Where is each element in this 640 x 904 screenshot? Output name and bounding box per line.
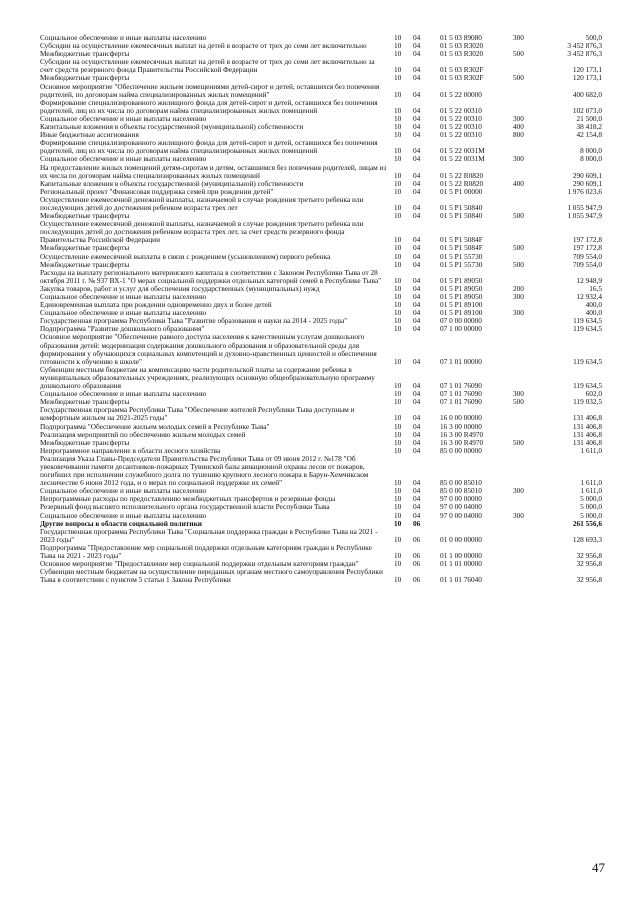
row-section: 10 bbox=[394, 559, 402, 569]
row-subsection: 04 bbox=[413, 235, 421, 245]
budget-table-page bbox=[40, 34, 600, 584]
row-target-code: 07 1 01 76090 bbox=[440, 381, 482, 391]
row-section: 10 bbox=[394, 130, 402, 140]
row-target-code: 01 5 22 00310 bbox=[440, 113, 482, 123]
row-name: Межбюджетные трансферты bbox=[40, 259, 130, 269]
row-expense-type: 300 bbox=[513, 154, 524, 164]
table-row bbox=[40, 333, 603, 365]
row-target-code: 01 5 P1 89050 bbox=[440, 275, 483, 285]
row-name: Формирование специализированного жилищного фонда для детей-сирот и детей, оставшихся без попечения родителей, лиц из их числа по договорам найма специализированных жилых помещений bbox=[40, 97, 378, 115]
row-section: 10 bbox=[394, 356, 402, 366]
row-section: 10 bbox=[394, 510, 402, 520]
row-amount: 5 000,0 bbox=[580, 494, 602, 504]
row-expense-type: 300 bbox=[513, 510, 524, 520]
row-section: 10 bbox=[394, 33, 402, 42]
row-section: 10 bbox=[394, 518, 402, 528]
row-name: Межбюджетные трансферты bbox=[40, 49, 130, 59]
row-expense-type: 300 bbox=[513, 308, 524, 318]
row-amount: 261 556,6 bbox=[572, 518, 602, 528]
row-expense-type: 200 bbox=[513, 283, 524, 293]
row-amount: 120 173,1 bbox=[572, 65, 602, 75]
row-amount: 709 554,0 bbox=[572, 259, 602, 269]
row-name: Единовременная выплата при рождении одновременно двух и более детей bbox=[40, 300, 272, 310]
row-expense-type: 300 bbox=[513, 292, 524, 301]
row-name: Непрограммные расходы по предоставлению межбюджетных трансфертов и резервные фонды bbox=[40, 494, 336, 504]
table-row bbox=[40, 406, 603, 422]
row-expense-type bbox=[509, 83, 544, 99]
row-amount: 3 452 876,3 bbox=[567, 41, 602, 51]
row-amount: 709 554,0 bbox=[572, 251, 602, 261]
row-amount: 131 406,8 bbox=[572, 429, 602, 439]
row-section: 10 bbox=[394, 437, 402, 447]
row-name: Основное мероприятие "Обеспечение жильем помещениями детей-сирот и детей, оставшихся без попечения родителей, по договорам найма специализированных жилых помещений" bbox=[40, 81, 380, 99]
row-expense-type bbox=[509, 325, 544, 333]
row-section: 10 bbox=[394, 251, 402, 261]
row-subsection: 04 bbox=[413, 478, 421, 488]
row-amount: 21 500,0 bbox=[576, 113, 602, 123]
row-name: Реализация мероприятий по обеспечению жильем молодых семей bbox=[40, 429, 246, 439]
table-row bbox=[40, 196, 603, 212]
row-expense-type: 500 bbox=[513, 259, 524, 269]
row-name: Субсидии на осуществление ежемесячных выплат на детей в возрасте от трех до семи лет включительно bbox=[40, 41, 367, 51]
row-section: 10 bbox=[394, 89, 402, 99]
row-expense-type bbox=[509, 196, 544, 212]
row-subsection: 06 bbox=[413, 551, 421, 560]
row-amount: 119 032,5 bbox=[573, 397, 602, 407]
row-name: Подпрограмма "Предоставление мер социальной поддержки отдельным категориям граждан в Республике Тыва на 2021 - 2023 годы" bbox=[40, 542, 372, 560]
row-name: Осуществление ежемесячной денежной выплаты, назначаемой в случае рождения третьего ребенка или последующих детей до достижения ребенком возраста трех лет, за счет средств резервного фонда Правительства Российской Федерации bbox=[40, 219, 364, 245]
row-subsection: 04 bbox=[413, 429, 421, 439]
row-expense-type bbox=[509, 317, 544, 325]
row-target-code: 01 5 P1 5084F bbox=[440, 235, 483, 245]
row-name: Субвенции местным бюджетам на компенсацию части родительской платы за содержание ребенка в муниципальных образовательных учреждениях, реализующих основную общеобразовательную программу дошкольного образования bbox=[40, 364, 375, 391]
row-target-code: 07 1 01 00000 bbox=[440, 356, 482, 366]
table-row bbox=[40, 164, 603, 180]
row-expense-type: 500 bbox=[513, 397, 524, 407]
row-amount: 38 418,2 bbox=[576, 122, 602, 132]
row-amount: 12 932,4 bbox=[576, 292, 602, 301]
row-name: Социальное обеспечение и иные выплаты населению bbox=[40, 292, 207, 301]
row-name: Осуществление ежемесячной денежной выплаты, назначаемой в случае рождения третьего ребенка или последующих детей до достижения ребенком возраста трех лет bbox=[40, 194, 364, 212]
row-subsection: 04 bbox=[413, 33, 421, 42]
row-target-code: 85 0 00 00000 bbox=[440, 445, 482, 455]
row-name: Подпрограмма "Обеспечение жильем молодых семей в Республике Тыва" bbox=[40, 421, 270, 431]
row-name: Межбюджетные трансферты bbox=[40, 211, 130, 221]
row-subsection: 04 bbox=[413, 300, 421, 310]
row-amount: 400 682,0 bbox=[572, 89, 602, 99]
row-expense-type bbox=[509, 495, 544, 503]
row-subsection: 04 bbox=[413, 494, 421, 504]
row-expense-type bbox=[509, 220, 544, 244]
row-subsection: 04 bbox=[413, 324, 421, 334]
row-expense-type bbox=[509, 520, 544, 528]
row-subsection: 04 bbox=[413, 389, 421, 399]
row-section: 10 bbox=[394, 235, 402, 245]
row-expense-type: 500 bbox=[513, 49, 524, 59]
table-row bbox=[40, 544, 603, 560]
row-section: 10 bbox=[394, 275, 402, 285]
row-section: 10 bbox=[394, 105, 402, 115]
row-target-code: 85 0 00 85010 bbox=[440, 486, 482, 496]
row-subsection: 04 bbox=[413, 105, 421, 115]
row-subsection: 04 bbox=[413, 130, 421, 140]
row-amount: 400,0 bbox=[585, 300, 602, 310]
row-target-code: 01 5 P1 55730 bbox=[440, 259, 483, 269]
row-target-code: 01 5 03 R302F bbox=[440, 65, 484, 75]
row-subsection: 04 bbox=[413, 486, 421, 496]
row-target-code: 01 1 01 76040 bbox=[440, 575, 482, 585]
table-row bbox=[40, 269, 603, 285]
row-section: 10 bbox=[394, 41, 402, 51]
row-section: 10 bbox=[394, 178, 402, 188]
row-amount: 131 406,8 bbox=[572, 437, 602, 447]
row-amount: 119 634,5 bbox=[573, 324, 602, 334]
row-expense-type bbox=[509, 188, 544, 196]
row-section: 10 bbox=[394, 122, 402, 132]
row-name: Социальное обеспечение и иные выплаты населению bbox=[40, 510, 207, 520]
row-expense-type bbox=[509, 406, 544, 422]
row-section: 10 bbox=[394, 283, 402, 293]
row-section: 10 bbox=[394, 494, 402, 504]
row-amount: 290 609,1 bbox=[572, 170, 602, 180]
row-expense-type bbox=[509, 528, 544, 544]
row-subsection: 04 bbox=[413, 413, 421, 423]
row-subsection: 04 bbox=[413, 89, 421, 99]
row-section: 10 bbox=[394, 308, 402, 318]
row-subsection: 04 bbox=[413, 202, 421, 212]
row-subsection: 04 bbox=[413, 259, 421, 269]
page-number: 47 bbox=[592, 860, 605, 875]
row-target-code: 01 5 22 0031M bbox=[440, 146, 485, 156]
row-subsection: 04 bbox=[413, 283, 421, 293]
table-row bbox=[40, 220, 603, 244]
row-target-code: 01 5 03 R3020 bbox=[440, 41, 484, 51]
row-expense-type bbox=[509, 544, 544, 560]
row-amount: 1 611,0 bbox=[580, 445, 602, 455]
row-expense-type bbox=[509, 58, 544, 74]
row-name: Основное мероприятие "Обеспечение равного доступа населения к качественным услугам дошкольного образования детей: модернизация содержания дошкольного образования и образовательной среды для формирования у обучающихся социальных компетенций и духовно-нравственных ценностей и обеспечения готовности к обучению в школе" bbox=[40, 332, 377, 366]
row-expense-type: 300 bbox=[513, 113, 524, 123]
row-section: 10 bbox=[394, 381, 402, 391]
row-expense-type bbox=[509, 164, 544, 180]
row-amount: 1 055 947,9 bbox=[567, 202, 602, 212]
budget-table-body bbox=[40, 34, 603, 584]
row-name: Субвенции местным бюджетам на осуществление переданных органам местного самоуправления Республики Тыва в соответствии с пунктом 5 статьи 1 Закона Республики bbox=[40, 567, 383, 585]
row-name: Капитальные вложения в объекты государственной (муниципальной) собственности bbox=[40, 122, 304, 132]
row-name: Субсидии на осуществление ежемесячных выплат на детей в возрасте от трех до семи лет включительно за счет средств резервного фонда Правительства Российской Федерации bbox=[40, 57, 375, 75]
row-subsection: 04 bbox=[413, 308, 421, 318]
row-subsection: 04 bbox=[413, 316, 421, 326]
row-target-code: 16 3 00 00000 bbox=[440, 421, 482, 431]
row-name: Расходы на выплату регионального материнского капитала в соответствии с Законом Республики Тыва от 28 октября 2011 г. № 937 ВХ-1 "О мерах социальной поддержки отдельных категорий семей в Республике Тыва" bbox=[40, 267, 382, 285]
row-amount: 500,0 bbox=[585, 33, 602, 42]
row-expense-type: 500 bbox=[513, 243, 524, 253]
row-amount: 119 634,5 bbox=[573, 381, 602, 391]
row-expense-type: 300 bbox=[513, 486, 524, 496]
row-subsection: 04 bbox=[413, 275, 421, 285]
row-expense-type bbox=[509, 269, 544, 285]
row-expense-type: 400 bbox=[513, 122, 524, 132]
row-target-code: 07 0 00 00000 bbox=[440, 316, 482, 326]
row-name: Социальное обеспечение и иные выплаты населению bbox=[40, 113, 207, 123]
row-name: Региональный проект "Финансовая поддержка семей при рождении детей" bbox=[40, 186, 274, 196]
row-section: 10 bbox=[394, 551, 402, 560]
row-section: 10 bbox=[394, 389, 402, 399]
row-name: Социальное обеспечение и иные выплаты населению bbox=[40, 389, 207, 399]
row-subsection: 04 bbox=[413, 122, 421, 132]
row-expense-type: 300 bbox=[513, 389, 524, 399]
row-amount: 12 948,9 bbox=[576, 275, 602, 285]
row-name: Закупка товаров, работ и услуг для обеспечения государственных (муниципальных) нужд bbox=[40, 283, 320, 293]
row-amount: 120 173,1 bbox=[572, 73, 602, 83]
row-section: 10 bbox=[394, 445, 402, 455]
row-expense-type bbox=[509, 560, 544, 568]
row-name: Непрограммное направление в области лесного хозяйства bbox=[40, 445, 221, 455]
row-section: 10 bbox=[394, 316, 402, 326]
row-expense-type: 400 bbox=[513, 178, 524, 188]
row-name: Межбюджетные трансферты bbox=[40, 397, 130, 407]
row-amount: 197 172,8 bbox=[572, 235, 602, 245]
row-subsection: 04 bbox=[413, 154, 421, 164]
row-target-code: 01 0 00 00000 bbox=[440, 534, 482, 544]
row-subsection: 06 bbox=[413, 575, 421, 585]
row-expense-type bbox=[509, 455, 544, 487]
row-section: 10 bbox=[394, 211, 402, 221]
row-target-code: 01 5 22 00310 bbox=[440, 105, 482, 115]
row-subsection: 06 bbox=[413, 518, 421, 528]
row-subsection: 04 bbox=[413, 381, 421, 391]
row-section: 10 bbox=[394, 486, 402, 496]
row-section: 10 bbox=[394, 292, 402, 301]
row-section: 10 bbox=[394, 534, 402, 544]
row-subsection: 04 bbox=[413, 170, 421, 180]
row-target-code: 01 5 P1 89100 bbox=[440, 300, 483, 310]
row-name: На предоставление жилых помещений детям-сиротам и детям, оставшимся без попечения родителей, лицам из их числа по договорам найма специализированных жилых помещений bbox=[40, 162, 387, 180]
row-name: Социальное обеспечение и иные выплаты населению bbox=[40, 486, 207, 496]
row-amount: 131 406,8 bbox=[572, 421, 602, 431]
row-subsection: 04 bbox=[413, 146, 421, 156]
row-subsection: 04 bbox=[413, 502, 421, 512]
row-name: Основное мероприятие "Предоставление мер социальной поддержки отдельным категориям граждан" bbox=[40, 559, 359, 569]
row-amount: 5 000,0 bbox=[580, 510, 602, 520]
table-row bbox=[40, 58, 603, 74]
row-amount: 8 000,0 bbox=[580, 154, 602, 164]
row-subsection: 04 bbox=[413, 510, 421, 520]
row-target-code: 85 0 00 85010 bbox=[440, 478, 482, 488]
row-subsection: 04 bbox=[413, 73, 421, 83]
row-section: 10 bbox=[394, 49, 402, 59]
row-name: Капитальные вложения в объекты государственной (муниципальной) собственности bbox=[40, 178, 304, 188]
row-section: 10 bbox=[394, 243, 402, 253]
row-target-code: 01 5 22 R0820 bbox=[440, 170, 484, 180]
row-target-code: 16 3 00 R4970 bbox=[440, 429, 484, 439]
row-expense-type bbox=[509, 333, 544, 365]
row-name: Формирование специализированного жилищного фонда для детей-сирот и детей, оставшихся без попечения родителей, лиц из их числа по договорам найма специализированных жилых помещений bbox=[40, 138, 378, 156]
row-section: 10 bbox=[394, 170, 402, 180]
row-subsection: 04 bbox=[413, 113, 421, 123]
row-amount: 8 000,0 bbox=[580, 146, 602, 156]
table-row bbox=[40, 83, 603, 99]
table-row bbox=[40, 99, 603, 115]
row-target-code: 01 5 P1 5084F bbox=[440, 243, 483, 253]
row-subsection: 04 bbox=[413, 243, 421, 253]
row-target-code: 01 5 03 R302F bbox=[440, 73, 484, 83]
table-row bbox=[40, 455, 603, 487]
row-amount: 3 452 876,3 bbox=[567, 49, 602, 59]
row-subsection: 04 bbox=[413, 397, 421, 407]
row-target-code: 01 5 22 00310 bbox=[440, 122, 482, 132]
row-amount: 290 609,1 bbox=[572, 178, 602, 188]
row-expense-type: 500 bbox=[513, 211, 524, 221]
row-name: Социальное обеспечение и иные выплаты населению bbox=[40, 154, 207, 164]
table-row bbox=[40, 528, 603, 544]
row-name: Другие вопросы в области социальной политики bbox=[40, 518, 202, 528]
row-amount: 131 406,8 bbox=[572, 413, 602, 423]
table-row bbox=[40, 366, 603, 390]
row-amount: 400,0 bbox=[585, 308, 602, 318]
row-expense-type bbox=[509, 99, 544, 115]
row-amount: 32 956,8 bbox=[576, 575, 602, 585]
row-target-code: 16 3 00 R4970 bbox=[440, 437, 484, 447]
row-subsection: 04 bbox=[413, 178, 421, 188]
row-target-code: 01 5 P1 89100 bbox=[440, 308, 483, 318]
row-section: 10 bbox=[394, 575, 402, 585]
row-amount: 197 172,8 bbox=[572, 243, 602, 253]
row-subsection: 04 bbox=[413, 437, 421, 447]
row-name: Осуществление ежемесячной выплаты в связи с рождением (усыновлением) первого ребенка bbox=[40, 251, 331, 261]
row-section: 10 bbox=[394, 65, 402, 75]
row-amount: 32 956,8 bbox=[576, 559, 602, 569]
row-subsection: 04 bbox=[413, 49, 421, 59]
table-row bbox=[40, 568, 603, 584]
row-section: 10 bbox=[394, 73, 402, 83]
row-target-code: 01 5 22 00310 bbox=[440, 130, 482, 140]
row-subsection: 04 bbox=[413, 41, 421, 51]
row-expense-type: 800 bbox=[513, 130, 524, 140]
row-amount: 119 634,5 bbox=[573, 356, 602, 366]
row-section: 10 bbox=[394, 413, 402, 423]
row-amount: 1 055 947,9 bbox=[567, 211, 602, 221]
row-subsection: 06 bbox=[413, 534, 421, 544]
row-target-code: 07 1 01 76090 bbox=[440, 397, 482, 407]
row-target-code: 97 0 00 04000 bbox=[440, 502, 482, 512]
row-section: 10 bbox=[394, 397, 402, 407]
row-section: 10 bbox=[394, 202, 402, 212]
row-name: Социальное обеспечение и иные выплаты населению bbox=[40, 33, 207, 42]
row-target-code: 01 5 22 R0820 bbox=[440, 178, 484, 188]
row-target-code: 01 5 03 89080 bbox=[440, 33, 482, 42]
row-section: 10 bbox=[394, 478, 402, 488]
row-subsection: 04 bbox=[413, 292, 421, 301]
row-amount: 102 073,0 bbox=[572, 105, 602, 115]
row-target-code: 01 5 22 00000 bbox=[440, 89, 482, 99]
row-section: 10 bbox=[394, 146, 402, 156]
row-target-code: 01 5 P1 50840 bbox=[440, 211, 483, 221]
row-name: Реализация Указа Главы-Председателя Правительства Республики Тыва от 09 июня 2012 г. №178 "Об увековечивании памяти десантников-пожарных Тувинской базы авиационной охраны лесов от пожаров, погибших при исполнении служебного долга по тушению крупного лесного пожара в Барун-Хемчикском лесничестве 6 июня 2012 года, и о мерах по социальной поддержке их семей" bbox=[40, 453, 369, 488]
row-subsection: 04 bbox=[413, 211, 421, 221]
row-subsection: 04 bbox=[413, 251, 421, 261]
row-expense-type: 300 bbox=[513, 33, 524, 42]
row-amount: 32 956,8 bbox=[576, 551, 602, 560]
row-section: 10 bbox=[394, 324, 402, 334]
row-target-code: 01 5 P1 50840 bbox=[440, 202, 483, 212]
row-name: Социальное обеспечение и иные выплаты населению bbox=[40, 308, 207, 318]
row-subsection: 04 bbox=[413, 421, 421, 431]
row-target-code: 01 5 P1 55730 bbox=[440, 251, 483, 261]
row-expense-type bbox=[509, 568, 544, 584]
row-expense-type bbox=[509, 366, 544, 390]
row-name: Иные бюджетные ассигнования bbox=[40, 130, 139, 140]
row-expense-type bbox=[509, 139, 544, 155]
row-target-code: 01 5 P1 89050 bbox=[440, 283, 483, 293]
row-amount: 16,5 bbox=[589, 283, 602, 293]
row-section: 10 bbox=[394, 113, 402, 123]
row-subsection: 04 bbox=[413, 186, 421, 196]
row-amount: 5 000,0 bbox=[580, 502, 602, 512]
row-target-code: 01 5 P1 00000 bbox=[440, 186, 483, 196]
row-name: Резервный фонд высшего исполнительного органа государственной власти Республики Тыва bbox=[40, 502, 330, 512]
row-name: Государственная программа Республики Тыва "Обеспечение жителей Республики Тыва доступным и комфортным жильем на 2021-2025 годы" bbox=[40, 405, 355, 423]
row-name: Государственная программа Республики Тыва "Развитие образования и науки на 2014 - 2025 годы" bbox=[40, 316, 348, 326]
row-name: Государственная программа Республики Тыва "Социальная поддержка граждан в Республике Тыва на 2021 - 2023 годы" bbox=[40, 526, 378, 544]
row-target-code: 07 1 00 00000 bbox=[440, 324, 482, 334]
budget-table bbox=[40, 34, 603, 584]
row-amount: 42 154,8 bbox=[576, 130, 602, 140]
row-section: 10 bbox=[394, 259, 402, 269]
row-target-code: 97 0 00 04000 bbox=[440, 510, 482, 520]
row-section: 10 bbox=[394, 186, 402, 196]
table-row bbox=[40, 139, 603, 155]
row-name: Межбюджетные трансферты bbox=[40, 437, 130, 447]
row-amount: 1 611,0 bbox=[580, 486, 602, 496]
row-target-code: 01 5 03 R3020 bbox=[440, 49, 484, 59]
row-section: 10 bbox=[394, 429, 402, 439]
row-target-code: 01 5 22 0031M bbox=[440, 154, 485, 164]
row-amount: 602,0 bbox=[585, 389, 602, 399]
row-name: Межбюджетные трансферты bbox=[40, 243, 130, 253]
row-expense-type bbox=[509, 447, 544, 455]
row-subsection: 04 bbox=[413, 445, 421, 455]
row-section: 10 bbox=[394, 502, 402, 512]
row-expense-type: 500 bbox=[513, 437, 524, 447]
row-amount: 119 634,5 bbox=[573, 316, 602, 326]
row-target-code: 16 0 00 00000 bbox=[440, 413, 482, 423]
row-target-code: 01 5 P1 89050 bbox=[440, 292, 483, 301]
row-target-code: 97 0 00 00000 bbox=[440, 494, 482, 504]
row-section: 10 bbox=[394, 421, 402, 431]
row-target-code: 01 1 01 00000 bbox=[440, 559, 482, 569]
row-expense-type: 500 bbox=[513, 73, 524, 83]
row-subsection: 06 bbox=[413, 559, 421, 569]
row-subsection: 04 bbox=[413, 65, 421, 75]
row-amount: 1 611,0 bbox=[580, 478, 602, 488]
row-section: 10 bbox=[394, 300, 402, 310]
row-target-code: 07 1 01 76090 bbox=[440, 389, 482, 399]
row-amount: 1 976 023,6 bbox=[567, 186, 602, 196]
row-name: Межбюджетные трансферты bbox=[40, 73, 130, 83]
row-amount: 128 693,3 bbox=[572, 534, 602, 544]
row-section: 10 bbox=[394, 154, 402, 164]
row-target-code bbox=[434, 520, 509, 528]
row-subsection: 04 bbox=[413, 356, 421, 366]
row-expense-type bbox=[509, 423, 544, 431]
row-name: Подпрограмма "Развитие дошкольного образования" bbox=[40, 324, 205, 334]
row-target-code: 01 1 00 00000 bbox=[440, 551, 482, 560]
